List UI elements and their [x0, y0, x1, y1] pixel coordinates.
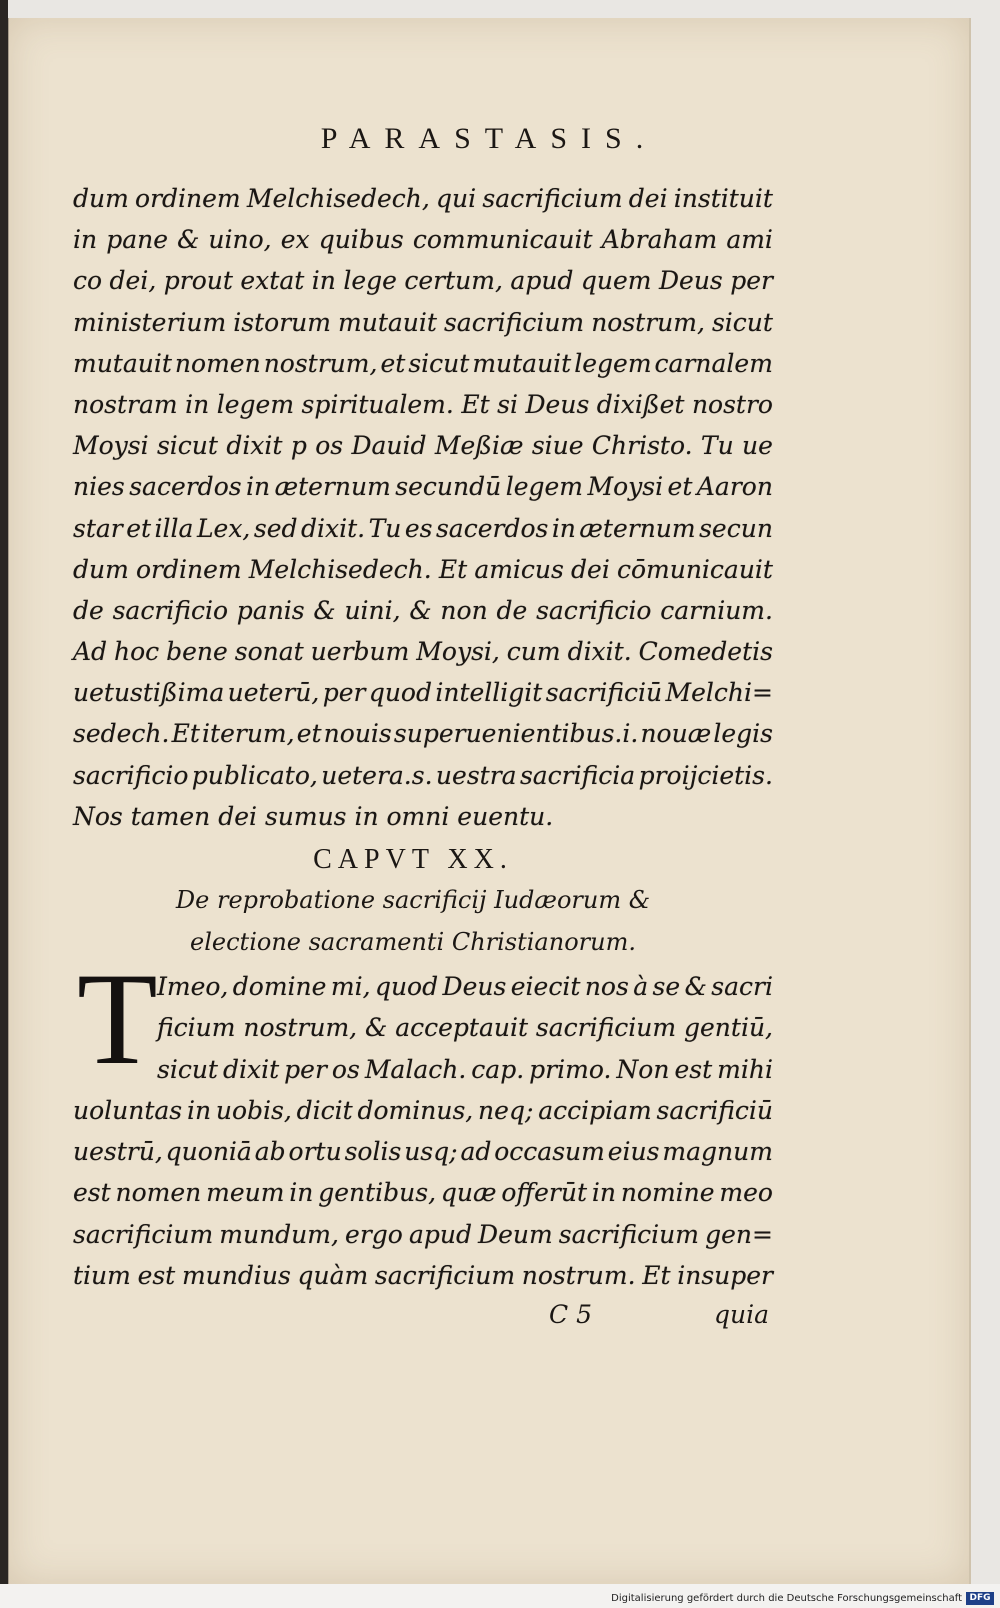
- text-line: star et illa Lex, sed dixit. Tu es sacerdos in æternum secun: [73, 513, 773, 543]
- text-line: ficium nostrum, & acceptauit sacrificium gentiū,: [157, 1013, 773, 1043]
- text-line: de sacrificio panis & uini, & non de sacrificio carnium.: [73, 595, 773, 625]
- text-line: sacrificium mundum, ergo apud Deum sacrificium gen=: [73, 1219, 773, 1249]
- book-page: [8, 18, 971, 1584]
- chapter-heading: CAPVT XX.: [313, 844, 513, 875]
- text-line: in pane & uino, ex quibus communicauit Abraham ami: [73, 225, 773, 255]
- text-line: dum ordinem Melchisedech. Et amicus dei cōmunicauit: [73, 554, 773, 584]
- chapter-subtitle: electione sacramenti Christianorum.: [190, 928, 636, 956]
- paragraph-2: [73, 945, 773, 1296]
- text-line: sicut dixit per os Malach. cap. primo. Non est mihi: [157, 1054, 773, 1084]
- text-line: dum ordinem Melchisedech, qui sacrificium dei instituit: [73, 184, 773, 213]
- text-line: uoluntas in uobis, dicit dominus, neq; accipiam sacrificiū: [73, 1095, 773, 1125]
- text-line: nies sacerdos in æternum secundū legem Moysi et Aaron: [73, 472, 773, 502]
- text-line: mutauit nomen nostrum, et sicut mutauit legem carnalem: [73, 348, 773, 378]
- text-line: sedech. Et iterum, et nouis superuenientibus.i. nouæ legis: [73, 719, 773, 749]
- drop-cap-initial: T: [77, 945, 158, 1092]
- text-line: tium est mundius quàm sacrificium nostrum. Et insuper: [73, 1261, 773, 1291]
- text-line: nostram in legem spiritualem. Et si Deus dixißet nostro: [73, 389, 773, 419]
- running-head: PARASTASIS.: [320, 122, 658, 155]
- footer-credit: Digitalisierung gefördert durch die Deutsche Forschungsgemeinschaft: [611, 1593, 962, 1604]
- text-line: co dei, prout extat in lege certum, apud quem Deus per: [73, 266, 773, 296]
- scan-edge: [0, 0, 8, 1590]
- catchline: [549, 1300, 769, 1329]
- text-line: uestrū, quoniā ab ortu solis usq; ad occasum eius magnum: [73, 1137, 773, 1167]
- text-line: Ad hoc bene sonat uerbum Moysi, cum dixit. Comedetis: [73, 637, 773, 667]
- text-line: ministerium istorum mutauit sacrificium nostrum, sicut: [73, 307, 773, 337]
- chapter-subtitle: De reprobatione sacrificij Iudæorum &: [175, 886, 651, 914]
- text-line: sacrificio publicato, uetera.s. uestra sacrificia proijcietis.: [73, 760, 773, 790]
- text-line: Moysi sicut dixit p os Dauid Meßiæ siue Christo. Tu ue: [73, 431, 773, 461]
- text-line: Nos tamen dei sumus in omni euentu.: [73, 801, 554, 831]
- signature-mark: C 5: [549, 1300, 592, 1329]
- catchword: quia: [713, 1300, 769, 1329]
- text-line: uetustißima ueterū, per quod intelligit sacrificiū Melchi=: [73, 678, 773, 708]
- paragraph-1: [73, 178, 773, 837]
- text-line: Imeo, domine mi, quod Deus eiecit nos à se & sacri: [157, 972, 773, 1001]
- text-line: est nomen meum in gentibus, quæ offerūt in nomine meo: [73, 1178, 773, 1208]
- dfg-logo-icon: DFG: [966, 1592, 994, 1605]
